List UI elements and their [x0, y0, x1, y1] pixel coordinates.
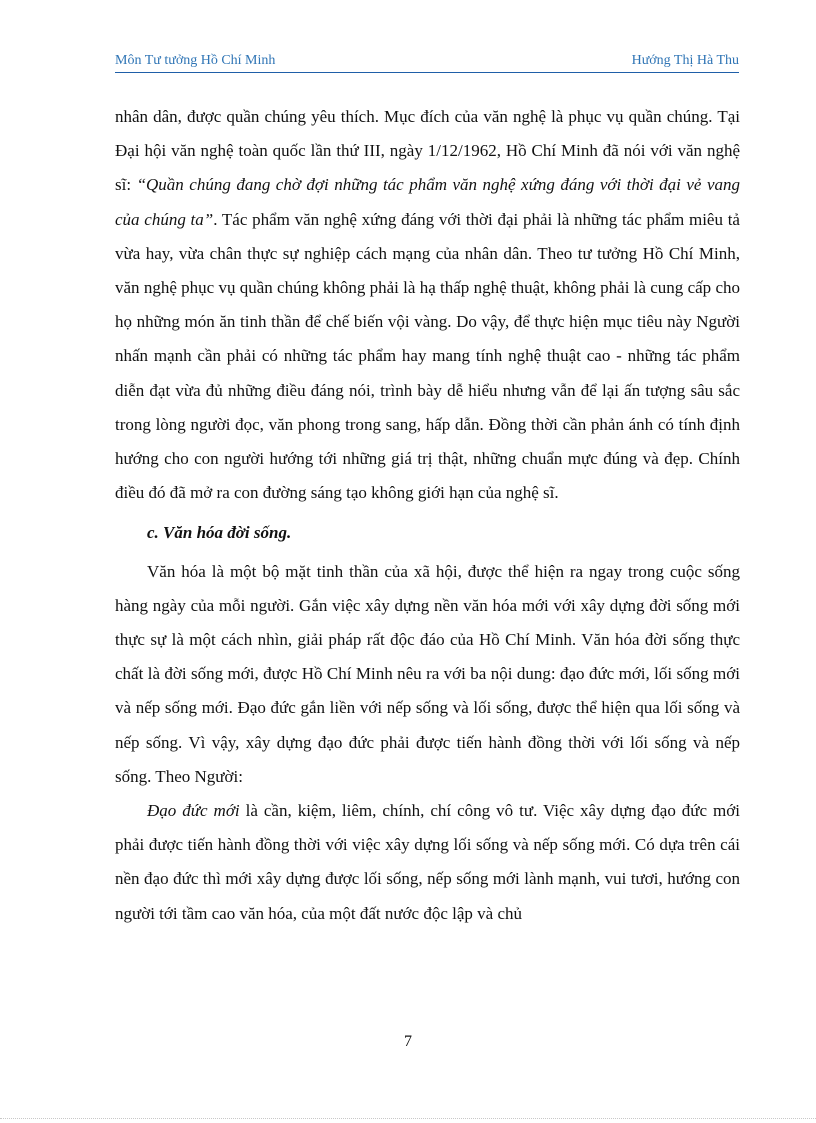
header-course-title: Môn Tư tưởng Hồ Chí Minh — [115, 53, 276, 68]
header-author: Hướng Thị Hà Thu — [631, 53, 739, 68]
section-heading: c. Văn hóa đời sống. — [147, 523, 292, 543]
page-number: 7 — [404, 1033, 412, 1050]
paragraph-text: nhân dân, được quần chúng yêu thích. Mục đích của văn nghệ là phục vụ quần chúng. Tại Đại hội văn nghệ toàn quốc lần thứ III, ngày 1/12/1962, Hồ Chí Minh đã nói với văn nghệ sĩ: — [115, 107, 740, 195]
paragraph-new-ethics — [115, 794, 740, 931]
paragraph-art-serves-masses — [115, 100, 740, 510]
paragraph-culture-life: Văn hóa là một bộ mặt tinh thần của xã hội, được thể hiện ra ngay trong cuộc sống hàng ngày của mỗi người. Gắn việc xây dựng nền văn hóa mới với xây dựng đời sống mới thực sự là một cách nhìn, giải pháp rất độc đáo của Hồ Chí Minh. Văn hóa đời sống thực chất là đời sống mới, được Hồ Chí Minh nêu ra với ba nội dung: đạo đức mới, lối sống mới và nếp sống mới. Đạo đức gắn liền với nếp sống và lối sống, được thể hiện qua lối sống và nếp sống. Vì vậy, xây dựng đạo đức phải được tiến hành đồng thời với lối sống và nếp sống. Theo Người: — [115, 561, 740, 786]
page-header — [115, 52, 739, 73]
paragraph-text: là cần, kiệm, liêm, chính, chí công vô tư. Việc xây dựng đạo đức mới phải được tiến hành đồng thời với việc xây dựng lối sống và nếp sống mới. Có dựa trên cái nền đạo đức thì mới xây dựng được lối sống, nếp sống mới lành mạnh, vui tươi, hướng con người tới tầm cao văn hóa, của một đất nước độc lập và chủ — [115, 801, 740, 923]
page-edge-divider — [0, 1118, 816, 1119]
quotation: “Quần chúng đang chờ đợi những tác phẩm văn nghệ xứng đáng với thời đại vẻ vang của chúng ta” — [115, 175, 741, 229]
document-body — [115, 100, 740, 931]
emphasized-term: Đạo đức mới — [147, 801, 240, 821]
paragraph-text: . Tác phẩm văn nghệ xứng đáng với thời đại phải là những tác phẩm miêu tả vừa hay, vừa chân thực sự nghiệp cách mạng của nhân dân. Theo tư tưởng Hồ Chí Minh, văn nghệ phục vụ quần chúng không phải là hạ thấp nghệ thuật, không phải là cung cấp cho họ những món ăn tinh thần để chế biến vội vàng. Do vậy, để thực hiện mục tiêu này Người nhấn mạnh cần phải có những tác phẩm hay mang tính nghệ thuật cao - những tác phẩm diễn đạt vừa đủ những điều đáng nói, trình bày dễ hiểu nhưng vẫn để lại ấn tượng sâu sắc trong lòng người đọc, văn phong trong sang, hấp dẫn. Đồng thời cần phản ánh có tính định hướng cho con người hướng tới những giá trị thật, những chuẩn mực đúng và đẹp. Chính điều đó đã mở ra con đường sáng tạo không giới hạn của nghệ sĩ. — [115, 209, 740, 503]
